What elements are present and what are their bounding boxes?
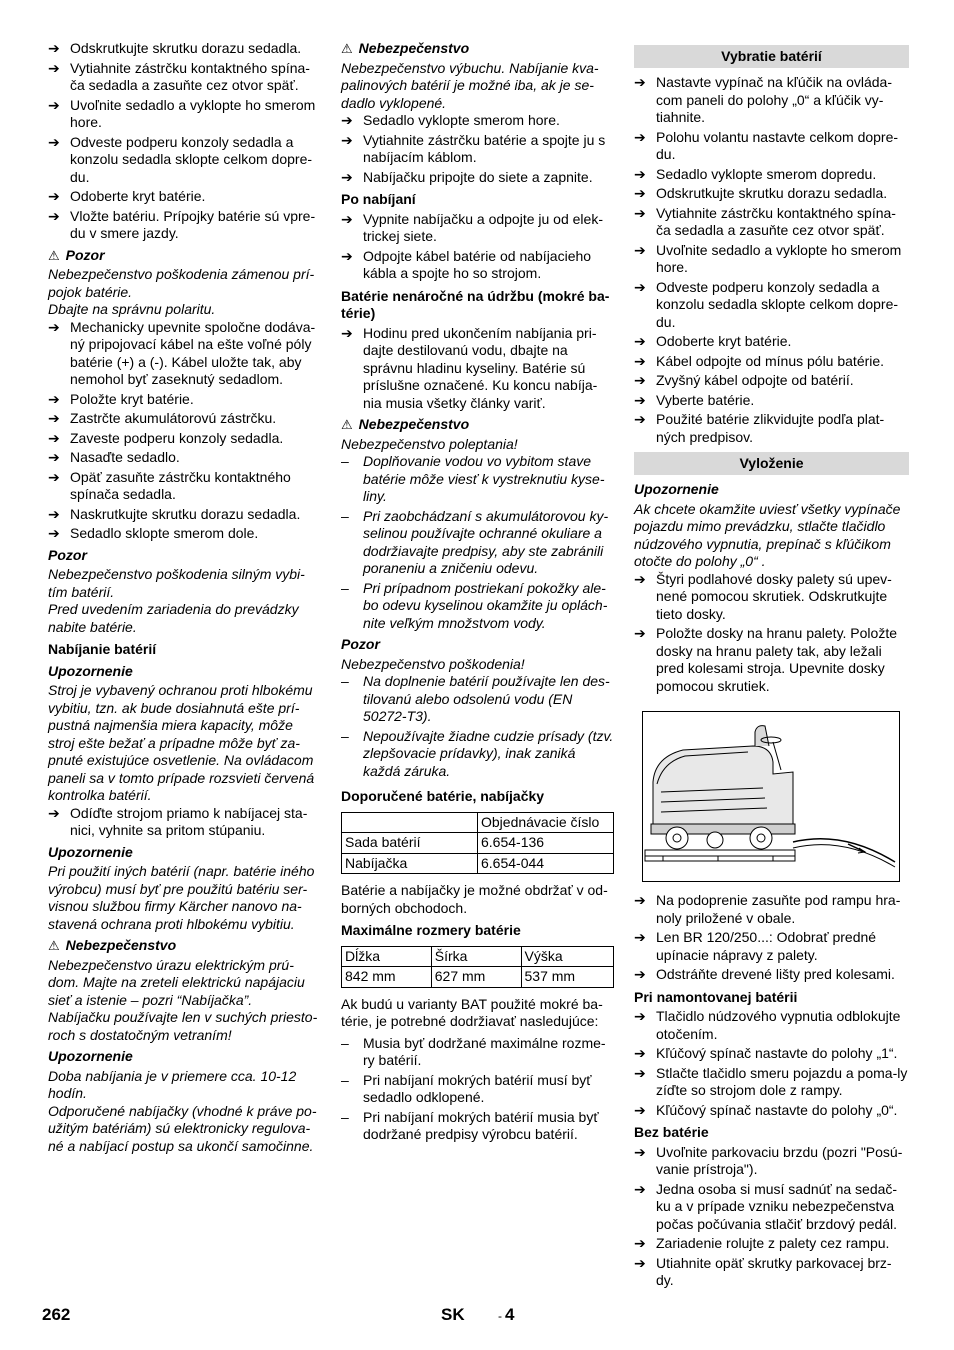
note-heading: Upozornenie — [48, 1048, 133, 1064]
note-text: Ak chcete okamžite uviesť všetky vypínače pojazdu mimo prevádzku, stlačte tlačidlo núdzového vypnutia, prepínač s kľúčikom otočte do polohy „0“ . — [634, 500, 901, 569]
table-cell: Dĺžka — [342, 946, 432, 967]
list-item: ➔ Kábel odpojte od mínus pólu batérie. — [634, 352, 885, 369]
right-arrow-icon: ➔ — [634, 1008, 646, 1024]
list-item: ➔ Vložte batériu. Prípojky batérie sú vpre-du v smere jazdy. — [48, 207, 316, 241]
table-cell: Nabíjačka — [342, 853, 478, 874]
right-arrow-icon: ➔ — [341, 324, 353, 341]
right-arrow-icon: ➔ — [634, 625, 646, 641]
table-cell: 627 mm — [431, 967, 521, 988]
list-item: ➔ Sedadlo vyklopte smerom dopredu. — [634, 165, 877, 182]
right-arrow-icon: ➔ — [48, 525, 60, 541]
danger-heading: ⚠ Nebezpečenstvo — [48, 937, 177, 953]
right-arrow-icon: ➔ — [634, 570, 646, 587]
list-item: ➔ Naskrutkujte skrutku dorazu sedadla. — [48, 505, 301, 522]
note-text: Doba nabíjania je v priemere cca. 10-12 hodín. — [48, 1067, 297, 1101]
list-item: ➔ Uvoľnite sedadlo a vyklopte ho smerom hore. — [634, 241, 902, 275]
right-arrow-icon: ➔ — [634, 165, 646, 182]
danger-text: Nebezpečenstvo výbuchu. Nabíjanie kva-palinových batérií je možné iba, ak je se-dadlo vyklopené. — [341, 59, 599, 111]
warning-triangle-icon: ⚠ — [341, 417, 353, 432]
list-item: ➔ Na podoprenie zasuňte pod rampu hra-noly priložené v obale. — [634, 892, 901, 926]
right-arrow-icon: ➔ — [634, 929, 646, 945]
list-item: ➔ Jedna osoba si musí sadnúť na sedač-ku a v prípade vzniku nebezpečenstva počas počúvania stlačiť brzdový pedál. — [634, 1180, 898, 1232]
dash-bullet: – — [341, 1071, 349, 1088]
list-item: – Doplňovanie vodou vo vybitom stave batérie môže viesť k vystreknutiu kyse-liny. — [341, 453, 605, 504]
list-item: ➔ Odpojte kábel batérie od nabíjacieho kábla a spojte ho so strojom. — [341, 247, 592, 281]
section-heading: Doporučené batérie, nabíjačky — [341, 788, 545, 804]
list-item: ➔ Mechanicky upevnite spoločne dodáva-ný pripojovací kábel na ešte voľné póly batérie (+) a (-). Kábel uložte tak, aby nemohol byť zaseknutý sedadlom. — [48, 318, 316, 387]
middle-wheel — [707, 832, 723, 848]
right-arrow-icon: ➔ — [48, 40, 60, 56]
section-heading: Batérie nenáročné na údržbu (mokré ba-térie) — [341, 287, 610, 321]
list-item: ➔ Utiahnite opäť skrutky parkovacej brz-dy. — [634, 1254, 892, 1288]
note-heading: Upozornenie — [634, 481, 719, 497]
list-item: ➔ Odveste podperu konzoly sedadla a konzolu sedadla sklopte celkom dopre-du. — [634, 278, 899, 330]
column-1 — [48, 40, 320, 1155]
list-item: ➔ Sedadlo sklopte smerom dole. — [48, 525, 259, 541]
list-item: ➔ Odstráňte drevené lišty pred kolesami. — [634, 966, 895, 982]
right-arrow-icon: ➔ — [48, 188, 60, 204]
right-arrow-icon: ➔ — [634, 1064, 646, 1081]
list-item: ➔ Vypnite nabíjačku a odpojte ju od elek-trickej siete. — [341, 210, 603, 244]
list-item: – Pri prípadnom postriekaní pokožky ale-bo odevu kyselinou okamžite ju oplách-nite veľkým množstvom vody. — [341, 579, 608, 631]
right-arrow-icon: ➔ — [634, 241, 646, 258]
machine-unloading-illustration — [642, 711, 900, 882]
right-arrow-icon: ➔ — [48, 804, 60, 821]
right-arrow-icon: ➔ — [634, 391, 646, 408]
caution-text: Nebezpečenstvo poškodenia silným vybi-tím batérií. — [48, 566, 305, 600]
list-item: ➔ Odskrutkujte skrutku dorazu sedadla. — [634, 185, 888, 201]
caution-text: Nebezpečenstvo poškodenia! — [341, 655, 525, 672]
list-item: ➔ Zaveste podperu konzoly sedadla. — [48, 429, 284, 446]
list-item: – Pri zaobchádzaní s akumulátorovou ky-selinou používajte ochranné okuliare a dodržiavajte predpisy, aby ste zabránili poraneniu a zničeniu odevu. — [341, 507, 609, 576]
caution-heading: ⚠ Pozor — [48, 246, 105, 263]
table-cell: Objednávacie číslo — [478, 812, 614, 833]
right-arrow-icon: ➔ — [634, 1143, 646, 1160]
list-item: ➔ Zastrčte akumulátorovú zástrčku. — [48, 410, 277, 426]
note-text: Odporučené nabíjačky (vhodné k práve po-užitým batériám) sú elektronicky regulova-né a nabíjací postup sa ukončí samočinne. — [48, 1102, 317, 1154]
list-item: ➔ Odíďte strojom priamo k nabíjacej sta-nici, vyhnite sa pritom stúpaniu. — [48, 804, 308, 838]
front-wheel — [666, 827, 688, 849]
list-item: ➔ Len BR 120/250...: Odobrať predné upínacie nápravy z palety. — [634, 929, 877, 963]
list-item: ➔ Uvoľnite sedadlo a vyklopte ho smerom hore. — [48, 96, 316, 130]
list-item: ➔ Sedadlo vyklopte smerom hore. — [341, 112, 560, 128]
right-arrow-icon: ➔ — [634, 1045, 646, 1061]
right-arrow-icon: ➔ — [634, 185, 646, 201]
caution-text: Nebezpečenstvo poškodenia zámenou prí-pojok batérie. — [48, 266, 315, 300]
dash-bullet: – — [341, 727, 349, 744]
body-text: Ak budú u varianty BAT použité mokré ba-térie, je potrebné dodržiavať nasledujúce: — [341, 995, 603, 1029]
rear-wheel — [750, 827, 772, 849]
right-arrow-icon: ➔ — [48, 505, 60, 522]
right-arrow-icon: ➔ — [634, 74, 646, 90]
right-arrow-icon: ➔ — [634, 1235, 646, 1251]
dash-bullet: – — [341, 507, 349, 524]
steering-column — [773, 742, 781, 770]
right-arrow-icon: ➔ — [48, 410, 60, 426]
table-row — [342, 967, 614, 988]
list-item: ➔ Položte kryt batérie. — [48, 390, 194, 407]
list-item: ➔ Hodinu pred ukončením nabíjania pri-dajte destilovanú vodu, dbajte na správnu hladinu kyseliny. Batérie sú príslušne označené. Ku koncu nabíja-nia musia všetky články variť. — [341, 324, 598, 411]
right-arrow-icon: ➔ — [634, 1101, 646, 1118]
list-item: ➔ Štyri podlahové dosky palety sú upev-nené pomocou skrutiek. Odskrutkujte tieto dosky. — [634, 570, 892, 622]
right-arrow-icon: ➔ — [48, 429, 60, 446]
list-item: ➔ Uvoľnite parkovaciu brzdu (pozri "Posú-vanie prístroja"). — [634, 1143, 903, 1177]
caution-heading: Pozor — [341, 636, 380, 652]
right-arrow-icon: ➔ — [341, 168, 353, 185]
right-arrow-icon: ➔ — [341, 131, 353, 148]
list-item: ➔ Nabíjačku pripojte do siete a zapnite. — [341, 168, 593, 185]
right-arrow-icon: ➔ — [341, 247, 353, 264]
list-item: ➔ Zariadenie rolujte z palety cez rampu. — [634, 1235, 890, 1251]
list-item: ➔ Použité batérie zlikvidujte podľa plat-ných predpisov. — [634, 411, 885, 445]
section-heading: Pri namontovanej batérii — [634, 988, 798, 1005]
right-arrow-icon: ➔ — [48, 207, 60, 224]
section-title-bar: Vybratie batérií — [634, 45, 909, 68]
list-item: ➔ Opäť zasuňte zástrčku kontaktného spínača sedadla. — [48, 468, 291, 502]
section-heading: Nabíjanie batérií — [48, 641, 157, 657]
danger-text: Nebezpečenstvo poleptania! — [341, 435, 518, 452]
language-code: SK — [441, 1305, 465, 1324]
list-item: – Nepoužívajte žiadne cudzie prísady (tzv. zlepšovacie prídavky), inak zaniká každá záruka. — [341, 727, 614, 779]
dash-bullet: – — [341, 1108, 349, 1125]
right-arrow-icon: ➔ — [634, 966, 646, 982]
right-arrow-icon: ➔ — [634, 372, 646, 388]
table-cell: 537 mm — [521, 967, 614, 988]
table-cell: 6.654-044 — [478, 853, 614, 874]
danger-text: Nebezpečenstvo úrazu elektrickým prú-dom. Majte na zreteli elektrickú napájaciu sieť a istenie – pozri “Nabíjačka”. — [48, 956, 305, 1008]
machine-on-pallet-drawing — [643, 712, 899, 881]
caution-heading: Pozor — [48, 546, 87, 563]
dash-bullet: – — [341, 579, 349, 596]
right-arrow-icon: ➔ — [341, 210, 353, 227]
list-item: ➔ Vyberte batérie. — [634, 391, 755, 408]
list-item: ➔ Odoberte kryt batérie. — [634, 333, 792, 349]
right-arrow-icon: ➔ — [634, 411, 646, 427]
list-item: – Na doplnenie batérií používajte len des-tilovanú alebo odsolenú vodu (EN 50272-T3). — [341, 673, 610, 724]
right-arrow-icon: ➔ — [634, 204, 646, 221]
list-item: ➔ Kľúčový spínač nastavte do polohy „1“. — [634, 1045, 898, 1061]
warning-triangle-icon: ⚠ — [341, 41, 353, 56]
note-heading: Upozornenie — [48, 662, 133, 679]
list-item: ➔ Odoberte kryt batérie. — [48, 188, 206, 204]
right-arrow-icon: ➔ — [634, 352, 646, 369]
right-arrow-icon: ➔ — [48, 468, 60, 485]
body-text: Batérie a nabíjačky je možné obdržať v od-borných obchodoch. — [341, 882, 608, 916]
caution-text: Pred uvedením zariadenia do prevádzky nabite batérie. — [48, 601, 299, 635]
right-arrow-icon: ➔ — [48, 133, 60, 150]
section-heading: Maximálne rozmery batérie — [341, 922, 521, 938]
danger-heading: ⚠ Nebezpečenstvo — [341, 40, 470, 56]
table-header-row — [342, 946, 614, 967]
list-item: – Musia byť dodržané maximálne rozme-ry batérií. — [341, 1034, 606, 1068]
pallet-top — [645, 850, 795, 856]
note-text: Stroj je vybavený ochranou proti hlbokému vybitiu, tzn. ak bude dosiahnutá ešte prí-pustná najmenšia miera kapacity, môže stroj ešte bežať a prípadne môže byť za-pnuté existujúce osvetlenie. Na ovládacom paneli sa v tomto prípade rozsvieti červená kontrolka batérií. — [48, 682, 315, 803]
list-item: – Pri nabíjaní mokrých batérií musí byť sedadlo odklopené. — [341, 1071, 592, 1105]
list-item: ➔ Odskrutkujte skrutku dorazu sedadla. — [48, 40, 302, 56]
column-2 — [341, 40, 614, 1146]
table-cell — [342, 812, 478, 833]
section-heading: Po nabíjaní — [341, 191, 416, 207]
list-item: ➔ Vytiahnite zástrčku batérie a spojte ju s nabíjacím káblom. — [341, 131, 606, 165]
right-arrow-icon: ➔ — [48, 449, 60, 465]
warning-triangle-icon: ⚠ — [48, 247, 60, 263]
page-number: 262 — [42, 1305, 71, 1324]
list-item: ➔ Zvyšný kábel odpojte od batérií. — [634, 372, 854, 388]
list-item: ➔ Vytiahnite zástrčku kontaktného spína-ča sedadla a zasuňte cez otvor späť. — [634, 204, 896, 238]
table-cell: Sada batérií — [342, 833, 478, 854]
right-arrow-icon: ➔ — [634, 1180, 646, 1197]
section-page-number: - 4 — [498, 1305, 515, 1324]
list-item: ➔ Nastavte vypínač na kľúčik na ovláda-com paneli do polohy „0“ a kľúčik vy-tiahnite. — [634, 74, 892, 125]
column-3 — [634, 40, 909, 1292]
table-row — [342, 833, 614, 854]
dash-bullet: – — [341, 673, 349, 689]
right-arrow-icon: ➔ — [634, 1254, 646, 1271]
right-arrow-icon: ➔ — [634, 278, 646, 295]
machine-body — [653, 746, 793, 832]
ramp-underside — [793, 845, 895, 867]
dimensions-table — [341, 946, 614, 988]
list-item: ➔ Odveste podperu konzoly sedadla a konzolu sedadla sklopte celkom dopre-du. — [48, 133, 313, 185]
dash-bullet: – — [341, 453, 349, 469]
table-cell: 842 mm — [342, 967, 432, 988]
list-item: ➔ Polohu volantu nastavte celkom dopre-du. — [634, 128, 899, 162]
right-arrow-icon: ➔ — [634, 892, 646, 908]
right-arrow-icon: ➔ — [48, 59, 60, 76]
right-arrow-icon: ➔ — [48, 318, 60, 335]
table-header-row — [342, 812, 614, 833]
table-cell: Výška — [521, 946, 614, 967]
list-item: ➔ Položte dosky na hranu palety. Položte dosky na hranu palety tak, aby ležali pred kolesami stroja. Upevnite dosky pomocou skrutiek. — [634, 625, 898, 694]
table-cell: 6.654-136 — [478, 833, 614, 854]
right-arrow-icon: ➔ — [48, 96, 60, 113]
note-heading: Upozornenie — [48, 843, 133, 860]
list-item: ➔ Kľúčový spínač nastavte do polohy „0“. — [634, 1101, 898, 1118]
right-arrow-icon: ➔ — [341, 112, 353, 128]
section-title-bar: Vyloženie — [634, 452, 909, 475]
table-row — [342, 853, 614, 874]
section-heading: Bez batérie — [634, 1124, 709, 1140]
right-arrow-icon: ➔ — [634, 333, 646, 349]
list-item: ➔ Nasaďte sedadlo. — [48, 449, 180, 465]
table-cell: Šírka — [431, 946, 521, 967]
recommended-table — [341, 812, 614, 875]
right-arrow-icon: ➔ — [48, 390, 60, 407]
list-item: ➔ Vytiahnite zástrčku kontaktného spína-ča sedadla a zasuňte cez otvor späť. — [48, 59, 310, 93]
list-item: ➔ Stlačte tlačidlo smeru pojazdu a poma-ly zíďte so strojom dole z rampy. — [634, 1064, 908, 1098]
danger-heading: ⚠ Nebezpečenstvo — [341, 416, 470, 432]
caution-text: Dbajte na správnu polaritu. — [48, 301, 216, 317]
warning-triangle-icon: ⚠ — [48, 938, 60, 953]
dash-bullet: – — [341, 1034, 349, 1051]
list-item: ➔ Tlačidlo núdzového vypnutia odblokujte otočením. — [634, 1008, 901, 1042]
list-item: – Pri nabíjaní mokrých batérií musia byť dodržané predpisy výrobcu batérií. — [341, 1108, 599, 1142]
note-text: Pri použití iných batérií (napr. batérie iného výrobcu) musí byť pre použitú batériu ser-visnou službou firmy Kärcher nanovo na-stavená ochrana proti hlbokému vybitiu. — [48, 863, 315, 932]
danger-text: Nabíjačku používajte len v suchých priesto-roch s dostatočným vetraním! — [48, 1009, 318, 1043]
right-arrow-icon: ➔ — [634, 128, 646, 145]
